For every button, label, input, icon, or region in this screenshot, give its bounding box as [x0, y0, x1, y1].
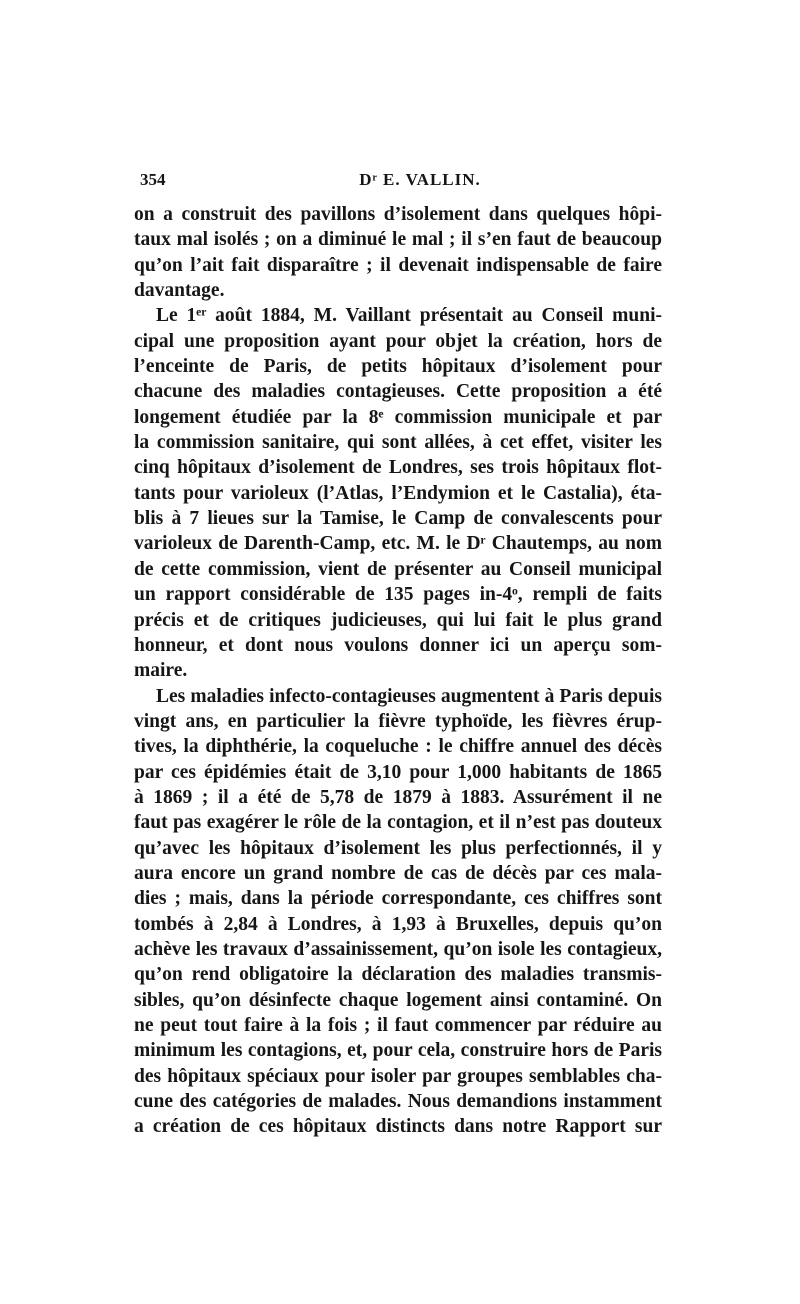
body-text	[134, 202, 662, 1140]
text-line: faut pas exagérer le rôle de la contagion, et il n’est pas douteux	[134, 812, 662, 834]
text-line: vingt ans, en particulier la fièvre typhoïde, les fièvres érup-	[134, 710, 662, 732]
text-line: l’enceinte de Paris, de petits hôpitaux d’isolement pour	[134, 356, 662, 378]
text-line: par ces épidémies était de 3,10 pour 1,000 habitants de 1865	[134, 761, 662, 783]
text-line: longement étudiée par la 8ᵉ commission municipale et par	[134, 406, 662, 428]
text-line: à 1869 ; il a été de 5,78 de 1879 à 1883. Assurément il ne	[134, 786, 662, 808]
text-line: maire.	[134, 660, 188, 682]
text-line: ne peut tout faire à la fois ; il faut commencer par réduire au	[134, 1015, 662, 1036]
page-number: 354	[140, 170, 166, 189]
text-line: précis et de critiques judicieuses, qui lui fait le plus grand	[134, 609, 662, 631]
text-line: Le 1ᵉʳ août 1884, M. Vaillant présentait au Conseil muni-	[156, 305, 662, 327]
text-line: cune des catégories de malades. Nous demandions instamment	[134, 1091, 662, 1113]
running-title: Dʳ E. VALLIN.	[359, 170, 481, 189]
text-line: de cette commission, vient de présenter au Conseil municipal	[134, 558, 662, 580]
text-line: cinq hôpitaux d’isolement de Londres, ses trois hôpitaux flot-	[134, 457, 662, 479]
text-line: qu’on rend obligatoire la déclaration des maladies transmis-	[134, 964, 662, 986]
text-line: a création de ces hôpitaux distincts dans notre Rapport sur	[134, 1116, 662, 1138]
text-line: minimum les contagions, et, pour cela, construire hors de Paris	[134, 1040, 662, 1062]
text-line: chacune des maladies contagieuses. Cette proposition a été	[134, 381, 662, 403]
text-line: un rapport considérable de 135 pages in-4ᵒ, rempli de faits	[134, 584, 662, 606]
text-line: des hôpitaux spéciaux pour isoler par groupes semblables cha-	[134, 1065, 662, 1087]
text-line: varioleux de Darenth-Camp, etc. M. le Dʳ Chautemps, au nom	[134, 533, 662, 555]
text-line: achève les travaux d’assainissement, qu’on isole les contagieux,	[134, 938, 662, 960]
text-line: taux mal isolés ; on a diminué le mal ; il s’en faut de beaucoup	[134, 229, 662, 251]
text-line: la commission sanitaire, qui sont allées, à cet effet, visiter les	[134, 432, 662, 454]
text-line: honneur, et dont nous voulons donner ici un aperçu som-	[134, 634, 662, 656]
text-line: davantage.	[134, 280, 225, 302]
text-line: blis à 7 lieues sur la Tamise, le Camp de convalescents pour	[134, 508, 662, 530]
text-line: aura encore un grand nombre de cas de décès par ces mala-	[134, 862, 662, 884]
running-head	[140, 170, 660, 196]
text-line: tants pour varioleux (l’Atlas, l’Endymion et le Castalia), éta-	[134, 482, 662, 504]
text-line: on a construit des pavillons d’isolement dans quelques hôpi-	[134, 204, 662, 225]
text-line: dies ; mais, dans la période correspondante, ces chiffres sont	[134, 888, 662, 910]
text-line: Les maladies infecto-contagieuses augmentent à Paris depuis	[156, 685, 662, 707]
text-line: qu’on l’ait fait disparaître ; il devenait indispensable de faire	[134, 254, 662, 276]
text-line: sibles, qu’on désinfecte chaque logement ainsi contaminé. On	[134, 989, 662, 1011]
text-line: tombés à 2,84 à Londres, à 1,93 à Bruxelles, depuis qu’on	[134, 913, 662, 935]
text-line: cipal une proposition ayant pour objet la création, hors de	[134, 330, 662, 352]
text-line: tives, la diphthérie, la coqueluche : le chiffre annuel des décès	[134, 736, 662, 758]
text-line: qu’avec les hôpitaux d’isolement les plus perfectionnés, il y	[134, 837, 662, 859]
